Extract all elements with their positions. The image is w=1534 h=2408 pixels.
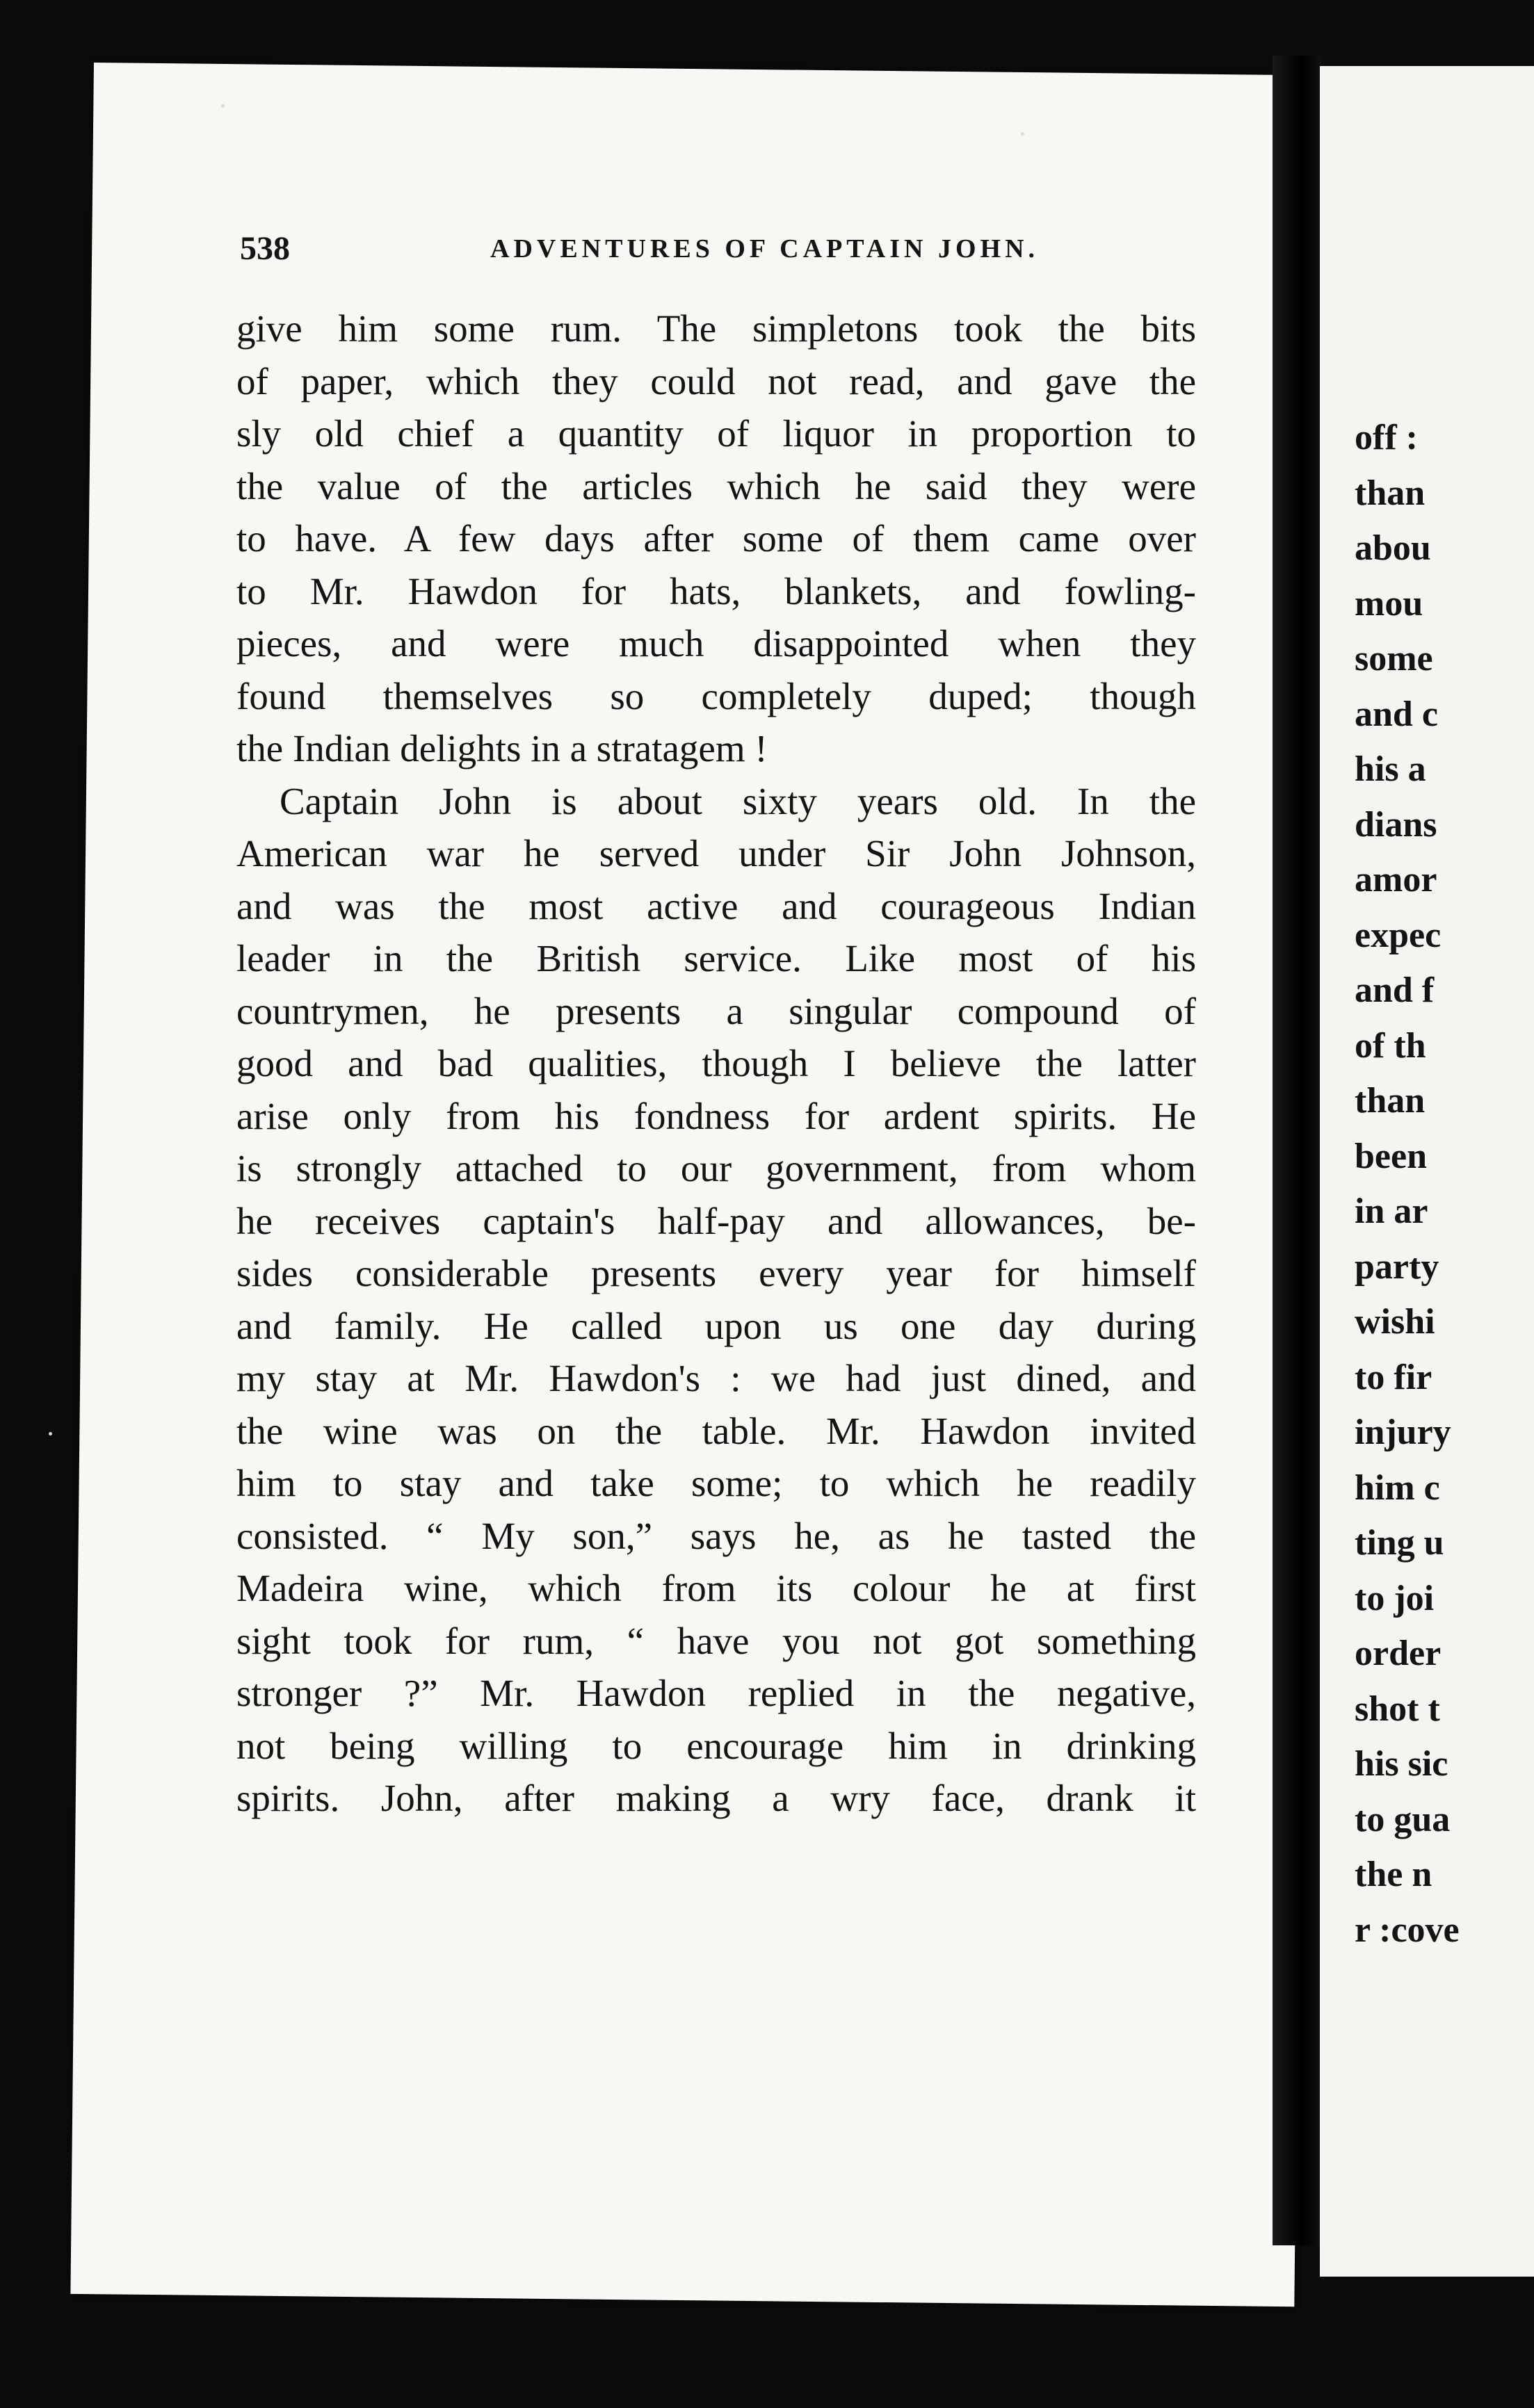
right-page-line: than [1355, 473, 1426, 513]
right-page-line: his sic [1355, 1744, 1448, 1784]
right-page-line: abou [1355, 528, 1431, 568]
right-page-line: r :cove [1355, 1910, 1460, 1950]
right-page-line: expec [1355, 915, 1442, 955]
text-line: sides considerable presents every year for himself [236, 1252, 1196, 1294]
text-line: Madeira wine, which from its colour he at first [236, 1567, 1196, 1609]
right-page-line: off : [1355, 418, 1418, 457]
right-page-line: and c [1355, 694, 1438, 734]
text-line: of paper, which they could not read, and gave the [236, 359, 1196, 402]
right-page-line: to fir [1355, 1357, 1432, 1397]
running-head-title: ADVENTURES OF CAPTAIN JOHN. [490, 234, 1040, 263]
text-line: found themselves so completely duped; though [236, 674, 1196, 717]
page-gutter [1273, 56, 1321, 2245]
right-page-line: injury [1355, 1413, 1451, 1452]
right-page-line: shot t [1355, 1689, 1440, 1729]
text-line: give him some rum. The simpletons took the bits [236, 307, 1196, 350]
running-head [240, 229, 1179, 278]
right-page-line: some [1355, 639, 1433, 678]
text-line: stronger ?” Mr. Hawdon replied in the negative, [236, 1672, 1196, 1714]
text-line: spirits. John, after making a wry face, drank it [236, 1777, 1196, 1819]
text-line: to have. A few days after some of them came over [236, 517, 1196, 560]
right-page-line: dians [1355, 804, 1437, 845]
text-line: he receives captain's half-pay and allowances, be- [236, 1199, 1196, 1242]
page-number: 538 [240, 230, 290, 267]
right-page-line: mou [1355, 583, 1423, 624]
scan-speck [221, 104, 225, 108]
right-page-line: to joi [1355, 1578, 1435, 1618]
text-line: sly old chief a quantity of liquor in proportion to [236, 412, 1196, 455]
right-page-line: amor [1355, 860, 1437, 900]
text-line: countrymen, he presents a singular compound of [236, 989, 1196, 1032]
text-line: pieces, and were much disappointed when they [236, 622, 1196, 665]
text-line: American war he served under Sir John Johnson, [236, 832, 1196, 874]
text-line: my stay at Mr. Hawdon's : we had just dined, and [236, 1357, 1196, 1399]
text-line: Captain John is about sixty years old. In the [280, 779, 1196, 822]
text-line: him to stay and take some; to which he readily [236, 1462, 1196, 1504]
right-page-line: the n [1355, 1855, 1432, 1894]
text-line: good and bad qualities, though I believe the latter [236, 1042, 1196, 1084]
text-line: not being willing to encourage him in drinking [236, 1724, 1196, 1767]
text-line: and family. He called upon us one day during [236, 1304, 1196, 1347]
body-text [236, 302, 1196, 1825]
right-page-line: to gua [1355, 1799, 1451, 1839]
right-page-line: and f [1355, 970, 1435, 1010]
scan-speck [49, 1432, 52, 1435]
scan-speck [1021, 132, 1024, 136]
right-page-line: in ar [1355, 1191, 1428, 1231]
text-line: the Indian delights in a stratagem ! [236, 727, 768, 770]
text-line: leader in the British service. Like most of his [236, 937, 1196, 979]
text-line: the value of the articles which he said they were [236, 464, 1196, 507]
right-page-line: of th [1355, 1025, 1426, 1066]
right-page-line: than [1355, 1081, 1426, 1121]
right-page-line: ting u [1355, 1523, 1444, 1563]
text-line: to Mr. Hawdon for hats, blankets, and fowling- [236, 569, 1196, 612]
right-page-partial [1320, 66, 1534, 2277]
right-page-text [1355, 410, 1460, 1958]
right-page-line: order [1355, 1634, 1442, 1673]
right-page-line: party [1355, 1246, 1439, 1287]
right-page-line: been [1355, 1136, 1427, 1176]
right-page-line: wishi [1355, 1302, 1435, 1342]
text-line: and was the most active and courageous Indian [236, 884, 1196, 927]
text-line: the wine was on the table. Mr. Hawdon invited [236, 1409, 1196, 1452]
text-line: sight took for rum, “ have you not got something [236, 1619, 1196, 1662]
text-line: consisted. “ My son,” says he, as he tasted the [236, 1514, 1196, 1557]
text-line: is strongly attached to our government, from whom [236, 1147, 1196, 1189]
text-line: arise only from his fondness for ardent spirits. He [236, 1094, 1196, 1137]
right-page-line: him c [1355, 1467, 1440, 1508]
right-page-line: his a [1355, 749, 1426, 789]
